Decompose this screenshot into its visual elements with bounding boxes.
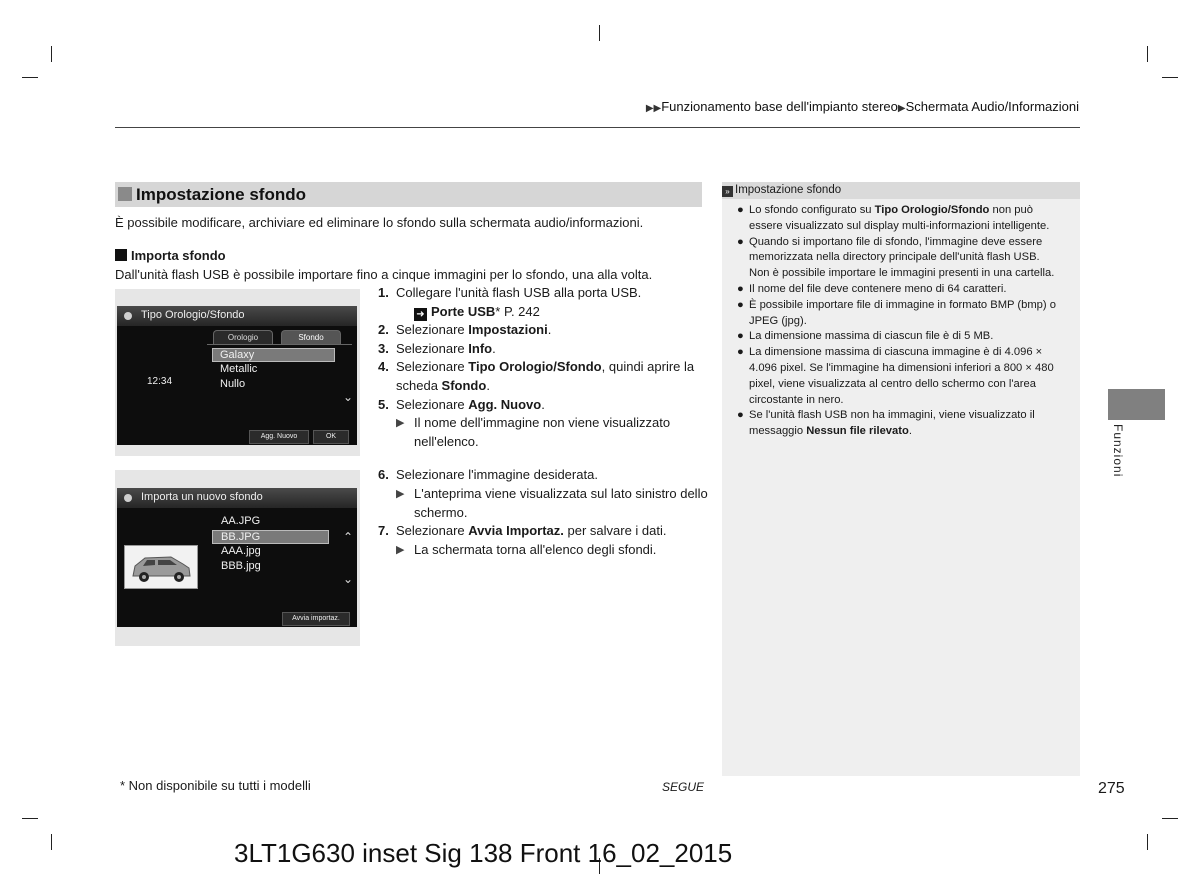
- bullet-dot-icon: ●: [737, 298, 744, 311]
- bullet-dot-icon: ●: [737, 330, 744, 343]
- step-6: [378, 466, 708, 485]
- bullet-bold-text: Nessun file rilevato: [806, 425, 909, 438]
- crop-mark: [1162, 818, 1178, 819]
- crop-mark: [51, 834, 52, 850]
- square-bullet-icon: [115, 249, 127, 261]
- screen-title: Tipo Orologio/Sfondo: [141, 309, 245, 321]
- section-title: Impostazione sfondo: [136, 185, 306, 204]
- file-item[interactable]: AA.JPG: [221, 515, 261, 527]
- breadcrumb-part-2: Schermata Audio/Informazioni: [905, 99, 1079, 114]
- home-dot-icon: [124, 312, 132, 320]
- step-text: Selezionare: [396, 396, 469, 412]
- chapter-label: Funzioni: [1111, 424, 1125, 478]
- step-text: per salvare i dati.: [563, 523, 667, 539]
- bullet-bold-text: Tipo Orologio/Sfondo: [874, 204, 990, 216]
- bullet-text: non può essere visualizzato sul display multi-informazioni intelligente.: [749, 204, 1050, 232]
- sidebar-header: [722, 182, 1080, 199]
- subsection-description: Dall'unità flash USB è possibile importare fino a cinque immagini per lo sfondo, una alla volta.: [115, 267, 653, 282]
- step-text: , quindi aprire la scheda: [396, 359, 695, 393]
- bullet-text: La dimensione massima di ciascuna immagine è di 4.096 × 4.096 pixel. Se l'immagine ha dimensioni inferiori a 800 × 480 pixel, viene visualizzata al centro dello schermo con l'area circostante in nero.: [749, 346, 1054, 406]
- sidebar-bullet: [722, 298, 1064, 330]
- step-bold-text: Info: [468, 340, 493, 356]
- crop-mark: [599, 25, 600, 41]
- chapter-tab: [1108, 389, 1165, 420]
- file-item-selected[interactable]: BB.JPG: [212, 530, 329, 544]
- sidebar-notes: [722, 182, 1080, 776]
- bullet-dot-icon: ●: [737, 346, 744, 359]
- double-chevron-icon: »: [722, 186, 733, 197]
- reference-link[interactable]: Porte USB: [431, 303, 496, 319]
- bullet-dot-icon: ●: [737, 409, 744, 422]
- step-bold-text: Sfondo: [441, 377, 487, 393]
- bullet-text: La dimensione massima di ciascun file è di 5 MB.: [749, 330, 994, 343]
- step-bold-text: Impostazioni: [468, 322, 548, 338]
- bullet-text: Quando si importano file di sfondo, l'immagine deve essere memorizzata nella directory principale dell'unità flash USB.: [749, 235, 1043, 264]
- chevron-up-icon[interactable]: ⌃: [343, 530, 354, 544]
- note-text: L'anteprima viene visualizzata sul lato sinistro dello schermo.: [414, 485, 708, 520]
- screen-import-wallpaper: [117, 488, 357, 627]
- step-1-reference: [378, 303, 708, 322]
- crop-mark: [22, 77, 38, 78]
- sidebar-bullet: [722, 345, 1064, 408]
- sidebar-bullet-list: [722, 203, 1064, 440]
- tab-sfondo[interactable]: Sfondo: [281, 330, 341, 345]
- step-number: 4.: [378, 359, 389, 375]
- note-text: La schermata torna all'elenco degli sfondi.: [414, 541, 657, 557]
- start-import-button[interactable]: Avvia importaz.: [282, 612, 350, 626]
- sidebar-title: Impostazione sfondo: [735, 184, 842, 196]
- bullet-text: Il nome del file deve contenere meno di 64 caratteri.: [749, 282, 1007, 295]
- segue-label: SEGUE: [662, 780, 705, 794]
- triangle-bullet-icon: ▶: [396, 543, 405, 556]
- sidebar-bullet: [722, 408, 1064, 440]
- sidebar-bullet: [722, 329, 1064, 345]
- step-text: .: [486, 377, 490, 393]
- reference-page: * P. 242: [495, 303, 540, 319]
- crop-mark: [22, 818, 38, 819]
- subsection-title: [115, 248, 226, 263]
- arrow-icon: ▶: [897, 103, 906, 114]
- chevron-down-icon[interactable]: ⌄: [343, 390, 354, 404]
- bullet-text: Lo sfondo configurato su: [749, 204, 875, 216]
- wallpaper-item-nullo[interactable]: Nullo: [220, 378, 246, 390]
- step-text: .: [492, 340, 496, 356]
- step-bold-text: Avvia Importaz.: [468, 523, 564, 539]
- add-new-button[interactable]: Agg. Nuovo: [249, 430, 309, 444]
- wallpaper-item-metallic[interactable]: Metallic: [220, 363, 258, 375]
- section-header: [115, 182, 702, 207]
- triangle-bullet-icon: ▶: [396, 487, 405, 500]
- tab-orologio[interactable]: Orologio: [213, 330, 273, 345]
- clock-display: 12:34: [147, 376, 173, 387]
- ok-button[interactable]: OK: [313, 430, 349, 444]
- step-number: 5.: [378, 396, 389, 412]
- step-text: .: [541, 396, 545, 412]
- step-6-note: [378, 485, 708, 522]
- tab-divider: [207, 344, 352, 345]
- step-1: [378, 284, 708, 303]
- screen-header: [117, 488, 357, 508]
- double-arrow-icon: ▶▶: [645, 103, 662, 114]
- page-number: 275: [1098, 780, 1125, 797]
- step-2: [378, 321, 708, 340]
- screen-wallpaper-type: [117, 306, 357, 445]
- screen-header: [117, 306, 357, 326]
- sidebar-bullet: [722, 282, 1064, 298]
- file-item[interactable]: BBB.jpg: [221, 560, 261, 572]
- bullet-text: È possibile importare file di immagine in formato BMP (bmp) o JPEG (jpg).: [749, 298, 1056, 327]
- breadcrumb: [646, 99, 1079, 114]
- subsection-title-text: Importa sfondo: [131, 248, 226, 263]
- sidebar-bullet: [722, 235, 1064, 282]
- screen-title: Importa un nuovo sfondo: [141, 491, 263, 503]
- home-dot-icon: [124, 494, 132, 502]
- car-preview-image: [125, 546, 197, 588]
- step-4: [378, 358, 708, 395]
- bullet-dot-icon: ●: [737, 204, 744, 216]
- step-7: [378, 522, 708, 541]
- step-number: 1.: [378, 285, 389, 300]
- reference-arrow-icon: ➜: [414, 308, 427, 321]
- step-text: Selezionare: [396, 340, 469, 356]
- step-text: Selezionare: [396, 523, 469, 539]
- footnote: * Non disponibile su tutti i modelli: [120, 778, 311, 793]
- step-number: 3.: [378, 340, 389, 356]
- section-intro: È possibile modificare, archiviare ed eliminare lo sfondo sulla schermata audio/informazioni.: [115, 215, 644, 230]
- section-square-icon: [118, 187, 132, 201]
- step-bold-text: Tipo Orologio/Sfondo: [468, 359, 602, 375]
- crop-mark: [51, 46, 52, 62]
- step-number: 6.: [378, 467, 389, 483]
- step-bold-text: Agg. Nuovo: [468, 396, 542, 412]
- step-number: 2.: [378, 322, 389, 338]
- bullet-dot-icon: ●: [737, 282, 744, 295]
- triangle-bullet-icon: ▶: [396, 417, 405, 430]
- step-text: .: [547, 322, 552, 338]
- bullet-dot-icon: ●: [737, 235, 744, 248]
- step-text: Selezionare l'immagine desiderata.: [396, 467, 598, 483]
- bullet-text: .: [908, 425, 912, 438]
- step-text: Collegare l'unità flash USB alla porta USB.: [396, 285, 642, 300]
- crop-mark: [1147, 834, 1148, 850]
- sidebar-bullet: [722, 203, 1064, 235]
- bullet-text: Non è possibile importare le immagini presenti in una cartella.: [749, 267, 1055, 280]
- chevron-down-icon[interactable]: ⌄: [343, 572, 354, 586]
- breadcrumb-part-1: Funzionamento base dell'impianto stereo: [661, 99, 898, 114]
- steps-list: [378, 284, 708, 559]
- header-rule: [115, 127, 1080, 128]
- step-5-note: [378, 414, 708, 451]
- file-item[interactable]: AAA.jpg: [221, 545, 261, 557]
- note-text: Il nome dell'immagine non viene visualizzato nell'elenco.: [414, 415, 671, 449]
- step-text: Selezionare: [396, 359, 469, 375]
- step-text: Selezionare: [396, 322, 469, 338]
- step-5: [378, 396, 708, 415]
- step-3: [378, 340, 708, 359]
- bullet-text: Se l'unità flash USB non ha immagini, viene visualizzato il messaggio: [749, 409, 1035, 438]
- step-number: 7.: [378, 523, 389, 539]
- wallpaper-item-galaxy[interactable]: Galaxy: [212, 348, 335, 362]
- crop-mark: [1147, 46, 1148, 62]
- step-7-note: [378, 541, 708, 560]
- wallpaper-preview: [124, 545, 198, 589]
- print-slug: 3LT1G630 inset Sig 138 Front 16_02_2015: [234, 838, 733, 868]
- step-spacer: [378, 451, 708, 466]
- crop-mark: [1162, 77, 1178, 78]
